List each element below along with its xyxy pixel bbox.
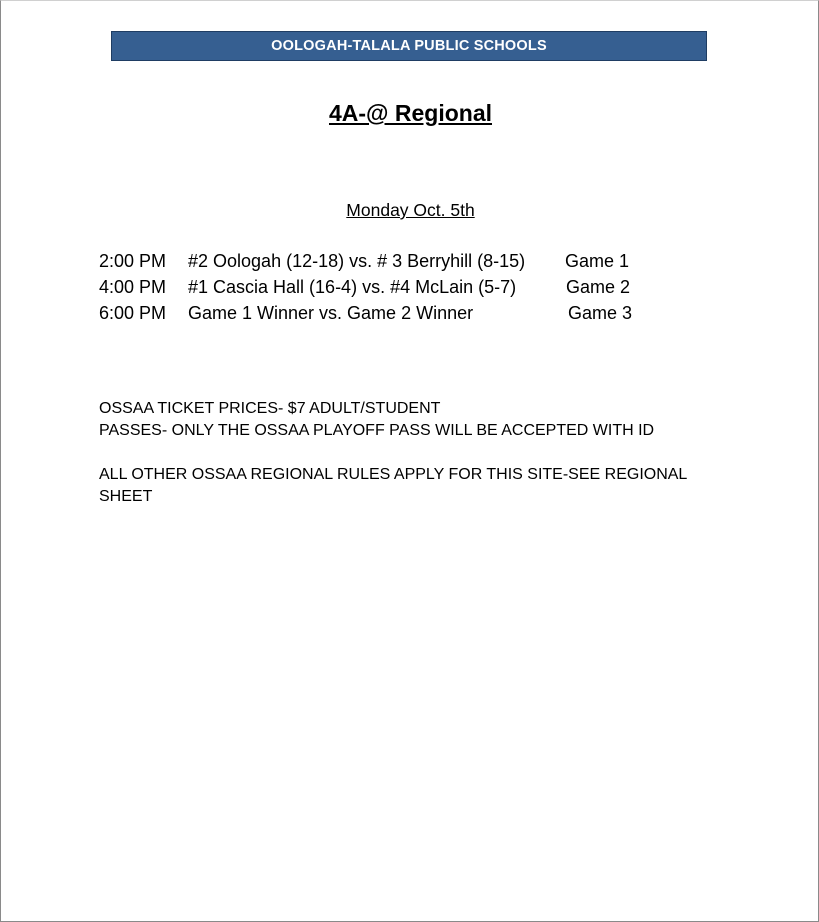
game-time: 2:00 PM — [99, 251, 167, 271]
game-label: Game 2 — [566, 277, 631, 297]
game-matchup: #1 Cascia Hall (16-4) vs. #4 McLain (5-7) — [188, 277, 517, 297]
game-matchup: #2 Oologah (12-18) vs. # 3 Berryhill (8-15) — [188, 251, 526, 271]
event-date: Monday Oct. 5th — [346, 200, 475, 220]
game-label: Game 1 — [565, 251, 630, 271]
event-notes — [99, 398, 709, 508]
spacer — [99, 442, 709, 464]
banner-text: OOLOGAH-TALALA PUBLIC SCHOOLS — [271, 38, 547, 54]
page-title: 4A-@ Regional — [329, 100, 492, 126]
passes-note: PASSES- ONLY THE OSSAA PLAYOFF PASS WILL BE ACCEPTED WITH ID — [99, 422, 655, 439]
game-label: Game 3 — [568, 303, 633, 323]
game-time: 4:00 PM — [99, 277, 167, 297]
game-time: 6:00 PM — [99, 303, 167, 323]
ticket-prices-note: OSSAA TICKET PRICES- $7 ADULT/STUDENT — [99, 400, 441, 417]
rules-note: ALL OTHER OSSAA REGIONAL RULES APPLY FOR THIS SITE-SEE REGIONAL SHEET — [99, 466, 687, 505]
game-matchup: Game 1 Winner vs. Game 2 Winner — [188, 303, 474, 323]
school-banner — [111, 31, 707, 61]
